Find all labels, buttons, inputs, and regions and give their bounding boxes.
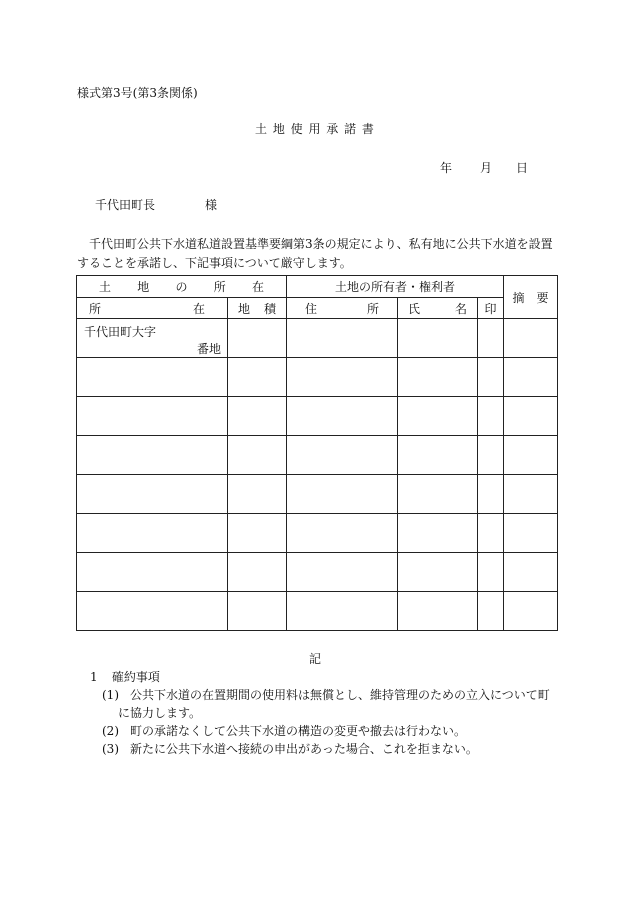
location-cell[interactable] [77,514,228,553]
section-title: 確約事項 [111,670,160,684]
addressee [95,198,235,212]
table-row [77,436,558,475]
remarks-cell[interactable] [504,397,558,436]
location-cell[interactable] [77,553,228,592]
header-address: 住 所 [287,298,398,319]
land-table [76,275,558,631]
area-cell[interactable] [228,319,287,358]
name-cell[interactable] [398,358,478,397]
seal-cell[interactable] [478,397,504,436]
seal-cell[interactable] [478,553,504,592]
name-cell[interactable] [398,436,478,475]
name-cell[interactable] [398,553,478,592]
location-cell[interactable] [77,319,228,358]
header-name: 氏 名 [398,298,478,319]
remarks-cell[interactable] [504,358,558,397]
location-suffix: 番地 [196,342,221,356]
list-item: (3) 新たに公共下水道へ接続の申出があった場合、これを拒まない。 [102,742,478,756]
area-cell[interactable] [228,592,287,631]
seal-cell[interactable] [478,592,504,631]
location-cell[interactable] [77,592,228,631]
location-cell[interactable] [77,358,228,397]
addressee-honorific: 様 [205,198,218,212]
commitment-list [90,668,550,758]
remarks-cell[interactable] [504,436,558,475]
address-cell[interactable] [287,358,398,397]
header-land-location-group: 土 地 の 所 在 [77,276,287,298]
header-area: 地 積 [228,298,287,319]
area-cell[interactable] [228,475,287,514]
remarks-cell[interactable] [504,553,558,592]
consent-statement [77,235,557,273]
consent-line-2: することを承諾し、下記事項について厳守します。 [77,256,352,270]
remarks-cell[interactable] [504,475,558,514]
seal-cell[interactable] [478,436,504,475]
area-cell[interactable] [228,553,287,592]
seal-cell[interactable] [478,358,504,397]
area-cell[interactable] [228,397,287,436]
remarks-cell[interactable] [504,592,558,631]
table-row [77,319,558,358]
table-row [77,358,558,397]
address-cell[interactable] [287,397,398,436]
consent-line-1: 千代田町公共下水道私道設置基準要綱第3条の規定により、私有地に公共下水道を設置 [89,237,553,251]
seal-cell[interactable] [478,319,504,358]
remarks-cell[interactable] [504,514,558,553]
name-cell[interactable] [398,397,478,436]
ki-heading: 記 [308,652,321,666]
date-day: 日 [516,161,529,175]
table-row [77,553,558,592]
date-year: 年 [440,161,453,175]
table-row [77,397,558,436]
name-cell[interactable] [398,592,478,631]
name-cell[interactable] [398,475,478,514]
header-owner-group: 土地の所有者・権利者 [287,276,504,298]
area-cell[interactable] [228,514,287,553]
address-cell[interactable] [287,514,398,553]
table-row [77,514,558,553]
remarks-cell[interactable] [504,319,558,358]
area-cell[interactable] [228,358,287,397]
header-location: 所 在 [77,298,228,319]
header-seal: 印 [478,298,504,319]
address-cell[interactable] [287,553,398,592]
list-item: (2) 町の承諾なくして公共下水道の構造の変更や撤去は行わない。 [102,724,467,738]
document-title: 土 地 使 用 承 諾 書 [255,122,375,136]
location-cell[interactable] [77,436,228,475]
table-row [77,475,558,514]
area-cell[interactable] [228,436,287,475]
header-remarks: 摘 要 [504,276,558,319]
section-number: 1 [90,670,98,684]
table-row [77,592,558,631]
address-cell[interactable] [287,592,398,631]
seal-cell[interactable] [478,514,504,553]
seal-cell[interactable] [478,475,504,514]
address-cell[interactable] [287,475,398,514]
form-number: 様式第3号(第3条関係) [77,86,198,100]
location-prefix: 千代田町大字 [84,325,157,339]
section-heading [90,668,550,686]
address-cell[interactable] [287,319,398,358]
location-cell[interactable] [77,397,228,436]
date-month: 月 [480,161,493,175]
address-cell[interactable] [287,436,398,475]
list-item: (1) 公共下水道の在置期間の使用料は無償とし、維持管理のための立入について町 に協力します。 [102,688,550,720]
addressee-name: 千代田町長 [95,198,156,212]
name-cell[interactable] [398,514,478,553]
name-cell[interactable] [398,319,478,358]
location-cell[interactable] [77,475,228,514]
